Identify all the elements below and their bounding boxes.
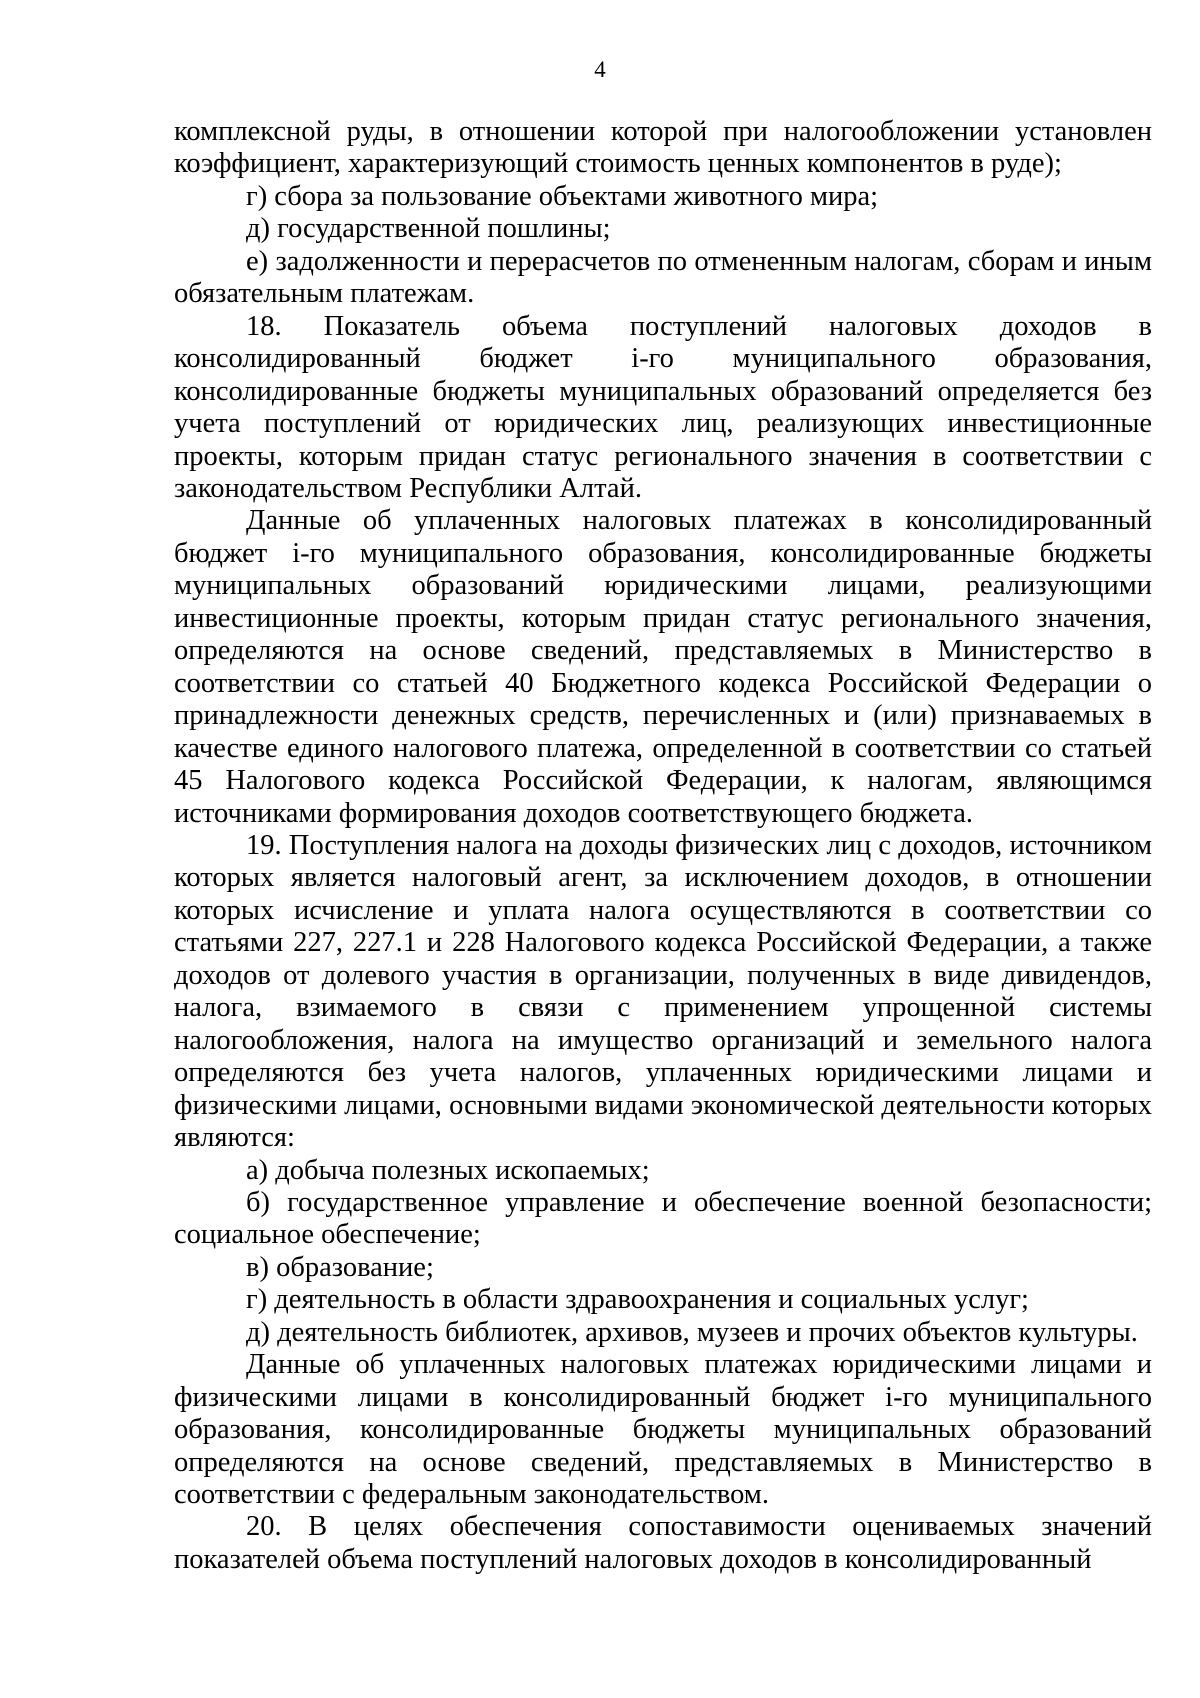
paragraph: 19. Поступления налога на доходы физических лиц с доходов, источником которых является налоговый агент, за исключением доходов, в отношении которых исчисление и уплата налога осуществляются в соответствии со статьями 227, 227.1 и 228 Налогового кодекса Российской Федерации, а также доходов от долевого участия в организации, полученных в виде дивидендов, налога, взимаемого в связи с применением упрощенной системы налогообложения, налога на имущество организаций и земельного налога определяются без учета налогов, уплаченных юридическими лицами и физическими лицами, основными видами экономической деятельности которых являются: — [174, 829, 1152, 1154]
paragraph: Данные об уплаченных налоговых платежах юридическими лицами и физическими лицами в консолидированный бюджет i-го муниципального образования, консолидированные бюджеты муниципальных образований определяются на основе сведений, представляемых в Министерство в соответствии с федеральным законодательством. — [174, 1349, 1152, 1511]
paragraph: г) деятельность в области здравоохранения и социальных услуг; — [246, 1284, 1029, 1316]
paragraph: 18. Показатель объема поступлений налоговых доходов в консолидированный бюджет i-го муниципального образования, консолидированные бюджеты муниципальных образований определяется без учета поступлений от юридических лиц, реализующих инвестиционные проекты, которым придан статус регионального значения в соответствии с законодательством Республики Алтай. — [174, 310, 1152, 504]
paragraph: комплексной руды, в отношении которой при налогообложении установлен коэффициент, характеризующий стоимость ценных компонентов в руде); — [174, 116, 1152, 180]
paragraph: в) образование; — [246, 1251, 434, 1283]
paragraph: е) задолженности и перерасчетов по отмененным налогам, сборам и иным обязательным платежам. — [174, 245, 1152, 310]
paragraph: б) государственное управление и обеспечение военной безопасности; социальное обеспечение; — [174, 1186, 1152, 1251]
paragraph: а) добыча полезных ископаемых; — [246, 1154, 650, 1186]
document-body — [174, 116, 1152, 1576]
paragraph: г) сбора за пользование объектами животного мира; — [246, 180, 879, 212]
paragraph: 20. В целях обеспечения сопоставимости оцениваемых значений показателей объема поступлений налоговых доходов в консолидированный — [174, 1511, 1152, 1575]
paragraph: д) деятельность библиотек, архивов, музеев и прочих объектов культуры. — [246, 1316, 1138, 1348]
paragraph: д) государственной пошлины; — [246, 213, 611, 245]
page-number: 4 — [594, 57, 606, 82]
paragraph: Данные об уплаченных налоговых платежах в консолидированный бюджет i-го муниципального образования, консолидированные бюджеты муниципальных образований юридическими лицами, реализующими инвестиционные проекты, которым придан статус регионального значения, определяются на основе сведений, представляемых в Министерство в соответствии со статьей 40 Бюджетного кодекса Российской Федерации о принадлежности денежных средств, перечисленных и (или) признаваемых в качестве единого налогового платежа, определенной в соответствии со статьей 45 Налогового кодекса Российской Федерации, к налогам, являющимся источниками формирования доходов соответствующего бюджета. — [174, 505, 1152, 829]
